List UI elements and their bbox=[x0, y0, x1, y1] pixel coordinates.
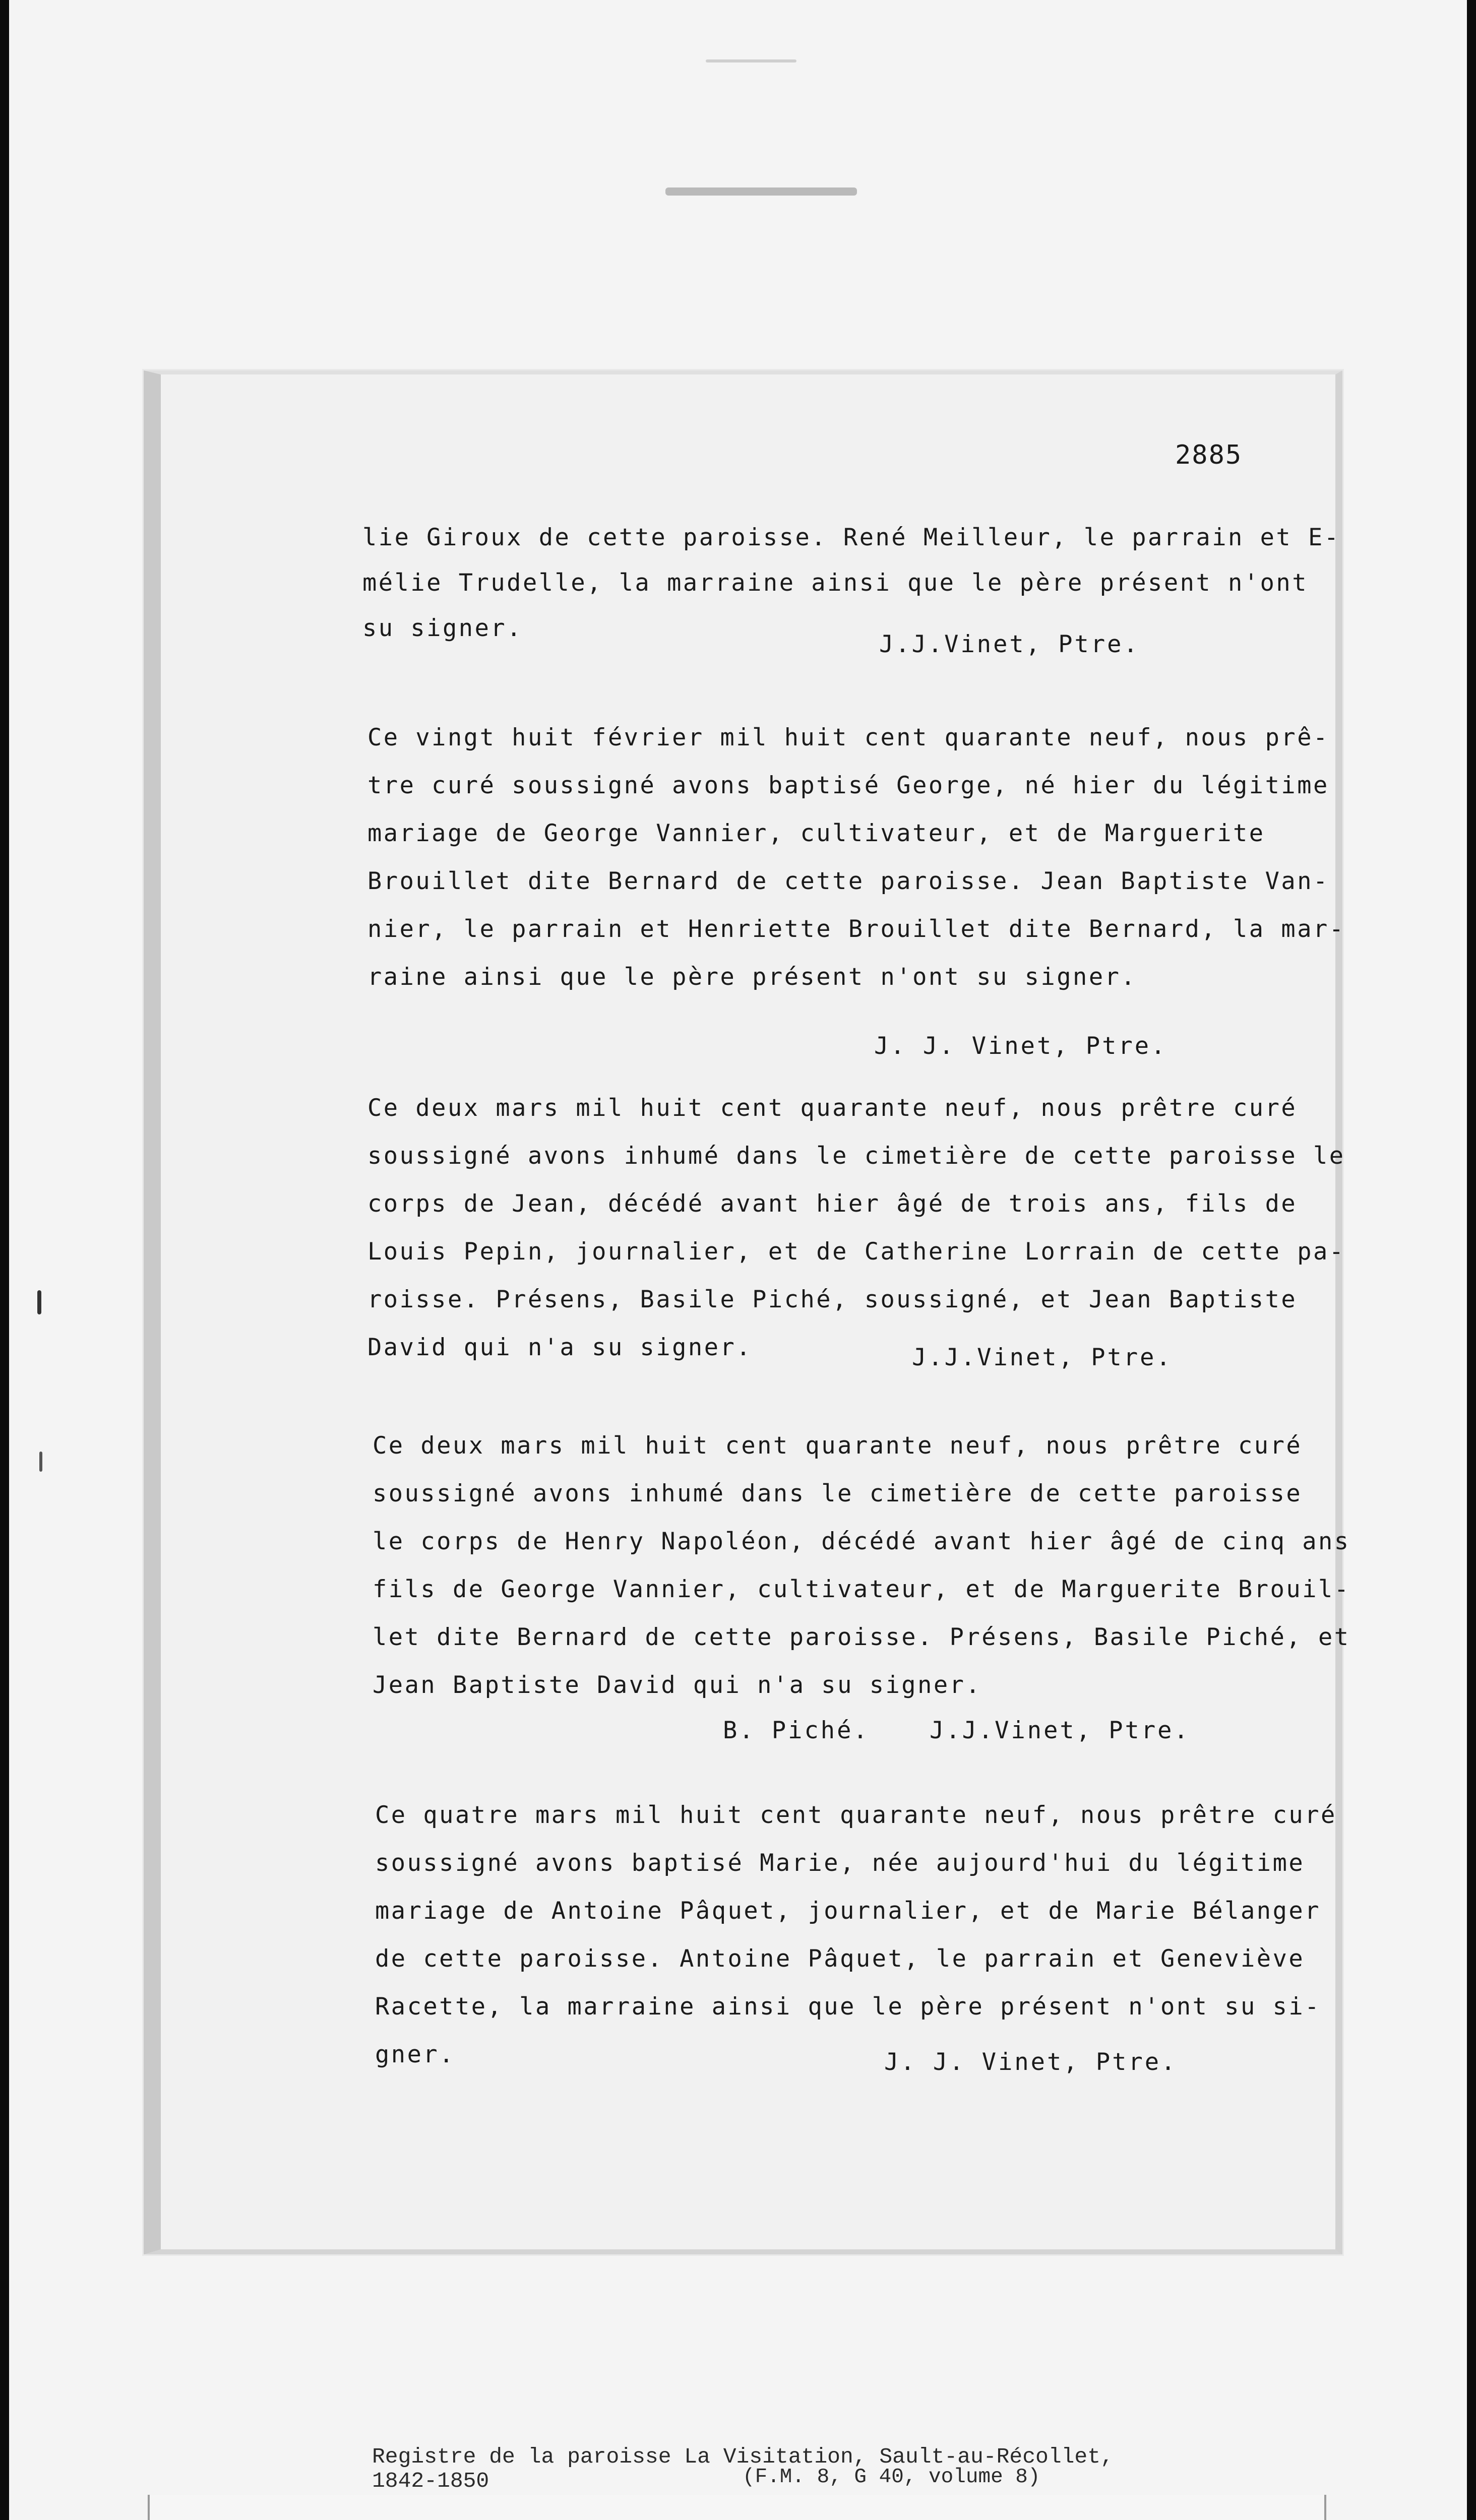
archives-label-box bbox=[148, 2495, 1326, 2520]
witness-signature: B. Piché. bbox=[723, 1717, 870, 1744]
entry-line: mariage de George Vannier, cultivateur, et de Marguerite bbox=[367, 820, 1265, 847]
entry-line: soussigné avons inhumé dans le cimetière de cette paroisse bbox=[373, 1480, 1303, 1507]
entry-line: Ce vingt huit février mil huit cent quarante neuf, nous prê- bbox=[367, 724, 1329, 751]
entry-line: le corps de Henry Napoléon, décédé avant hier âgé de cinq ans bbox=[373, 1528, 1350, 1555]
entry-line: corps de Jean, décédé avant hier âgé de trois ans, fils de bbox=[367, 1190, 1298, 1218]
entry-line: mélie Trudelle, la marraine ainsi que le père présent n'ont bbox=[362, 569, 1308, 597]
entry-line: raine ainsi que le père présent n'ont su signer. bbox=[367, 963, 1137, 991]
entry-line: Racette, la marraine ainsi que le père présent n'ont su si- bbox=[375, 1993, 1321, 2021]
entry-line: nier, le parrain et Henriette Brouillet dite Bernard, la mar- bbox=[367, 915, 1345, 943]
entry-line: let dite Bernard de cette paroisse. Présens, Basile Piché, et bbox=[373, 1623, 1350, 1651]
entry-line: fils de George Vannier, cultivateur, et de Marguerite Brouil- bbox=[373, 1576, 1350, 1603]
priest-signature: J.J.Vinet, Ptre. bbox=[912, 1344, 1173, 1371]
entry-line: Ce deux mars mil huit cent quarante neuf, nous prêtre curé bbox=[373, 1432, 1303, 1460]
entry-line: Ce quatre mars mil huit cent quarante neuf, nous prêtre curé bbox=[375, 1801, 1337, 1829]
film-scratch bbox=[39, 1452, 42, 1472]
entry-line: Jean Baptiste David qui n'a su signer. bbox=[373, 1671, 982, 1699]
page-number: 2885 bbox=[1175, 440, 1243, 470]
entry-line: tre curé soussigné avons baptisé George, né hier du légitime bbox=[367, 772, 1329, 799]
entry-line: lie Giroux de cette paroisse. René Meilleur, le parrain et E- bbox=[362, 524, 1340, 551]
catalog-dates: 1842-1850 bbox=[372, 2469, 489, 2493]
entry-line: de cette paroisse. Antoine Pâquet, le parrain et Geneviève bbox=[375, 1945, 1305, 1973]
entry-line: soussigné avons baptisé Marie, née aujourd'hui du légitime bbox=[375, 1849, 1305, 1877]
film-scratch bbox=[37, 1290, 41, 1314]
entry-line: soussigné avons inhumé dans le cimetière de cette paroisse le bbox=[367, 1142, 1345, 1170]
catalog-title: Registre de la paroisse La Visitation, Sault-au-Récollet, bbox=[372, 2444, 1114, 2469]
priest-signature: J.J.Vinet, Ptre. bbox=[879, 631, 1140, 658]
film-edge-left bbox=[0, 0, 9, 2520]
entry-line: su signer. bbox=[362, 614, 523, 642]
film-edge-right bbox=[1467, 0, 1476, 2520]
priest-signature: J. J. Vinet, Ptre. bbox=[874, 1032, 1167, 1060]
entry-line: Ce deux mars mil huit cent quarante neuf, nous prêtre curé bbox=[367, 1094, 1298, 1122]
entry-line: Louis Pepin, journalier, et de Catherine Lorrain de cette pa- bbox=[367, 1238, 1345, 1266]
entry-line: David qui n'a su signer. bbox=[367, 1334, 753, 1361]
entry-line: gner. bbox=[375, 2041, 455, 2068]
film-scratch bbox=[706, 59, 796, 62]
catalog-fonds-reference: (F.M. 8, G 40, volume 8) bbox=[743, 2466, 1040, 2489]
entry-line: roisse. Présens, Basile Piché, soussigné, et Jean Baptiste bbox=[367, 1286, 1298, 1313]
film-scratch bbox=[665, 187, 857, 196]
entry-line: Brouillet dite Bernard de cette paroisse. Jean Baptiste Van- bbox=[367, 867, 1329, 895]
priest-signature: J.J.Vinet, Ptre. bbox=[930, 1717, 1190, 1744]
entry-line: mariage de Antoine Pâquet, journalier, et de Marie Bélanger bbox=[375, 1897, 1321, 1925]
priest-signature: J. J. Vinet, Ptre. bbox=[884, 2048, 1178, 2076]
register-page bbox=[144, 370, 1350, 2254]
